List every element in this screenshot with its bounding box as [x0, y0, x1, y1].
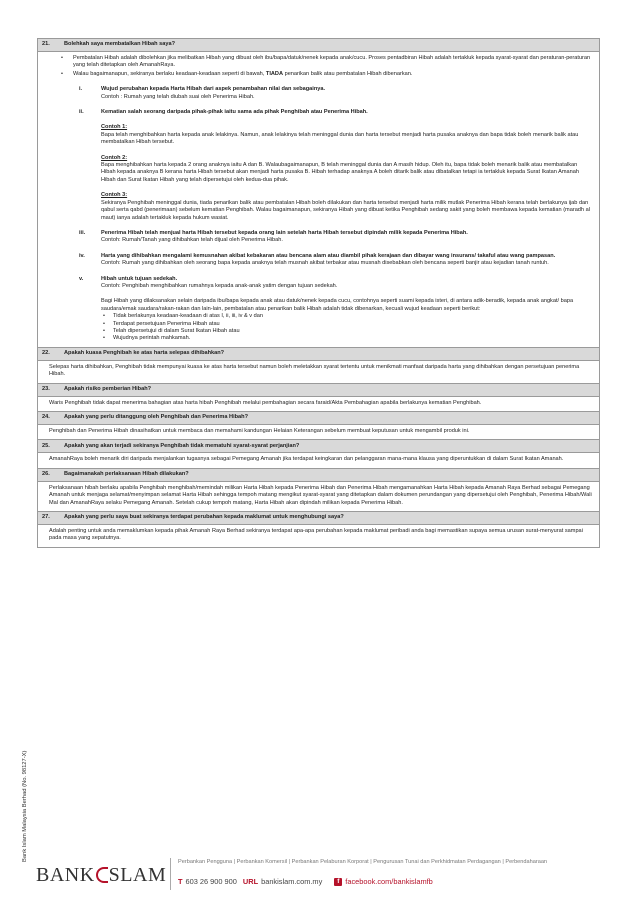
phone-label: T [178, 877, 183, 886]
sub-condition [49, 253, 593, 268]
answer-cell: Penghibah dan Penerima Hibah dinasihatkan untuk membaca dan memahami kandungan Helaian Keterangan sebelum membuat keputusan untuk mengambil produk ini. [38, 425, 599, 440]
sub-number: iv. [79, 252, 85, 259]
question-number: 25. [42, 442, 50, 449]
sub-title: Kematian salah seorang daripada pihak-pihak iaitu sama ada pihak Penghibah atau Penerima Hibah. [101, 109, 368, 116]
bullet-text: Walau bagaimanapun, sekiranya berlaku keadaan-keadaan seperti di bawah, [73, 70, 265, 77]
sub-body: Contoh : Rumah yang telah diubah suai oleh Penerima Hibah. [101, 93, 255, 100]
question-header [38, 348, 599, 361]
question-header [38, 512, 599, 525]
bullet-emphasis: TIADA [265, 70, 284, 77]
question-title: Apakah yang perlu ditanggung oleh Penghibah dan Penerima Hibah? [64, 414, 248, 421]
logo-crescent-icon [96, 867, 108, 883]
question-header [38, 384, 599, 397]
question-title: Apakah risiko pemberian Hibah? [64, 385, 152, 392]
sub-condition [49, 86, 593, 101]
bullet-dot-icon: • [61, 70, 63, 77]
example-block [101, 155, 593, 185]
sub-number: v. [79, 275, 84, 282]
question-title: Apakah yang perlu saya buat sekiranya terdapat perubahan kepada maklumat untuk menghubungi saya? [64, 514, 344, 521]
condition-text: Terdapat persetujuan Penerima Hibah atau [113, 320, 220, 327]
answer-cell: Waris Penghibah tidak dapat menerima bahagian atas harta hibah Penghibah melalui pembahagian secara faraid/Akta Pembahagian apabila berlakunya kematian Penghibah. [38, 397, 599, 412]
sub-condition [49, 109, 593, 222]
question-header [38, 412, 599, 425]
question-title: Bagaimanakah perlaksanaan Hibah dilakukan? [64, 471, 189, 478]
url-label: URL [242, 877, 259, 886]
sub-number: i. [79, 86, 83, 93]
bullet-dot-icon: • [61, 55, 63, 61]
company-registration-text: Bank Islam Malaysia Berhad (No. 98127-X) [22, 750, 28, 862]
website-link[interactable]: bankislam.com.my [261, 877, 323, 886]
facebook-icon: f [334, 878, 342, 886]
note-paragraph: Bagi Hibah yang dilaksanakan selain daripada ibu/bapa kepada anak atau datuk/nenek kepada cucu, contohnya seperti suami kepada isteri, di antara adik-beradik, kepada anak angkat/ bapa saudara/emak saudara/rakan-rakan dan lain-lain, pembatalan atau penarikan balik Hibah adalah tidak dibenarkan, kecuali wujud keadaan seperti berikut: [101, 298, 574, 312]
question-header [38, 39, 599, 52]
sub-title: Penerima Hibah telah menjual harta Hibah tersebut kepada orang lain setelah harta Hibah tersebut dipindah milik kepada Penerima Hibah. [101, 229, 468, 236]
example-title: Contoh 1: [101, 124, 128, 131]
condition-text: Telah dipersetujui di dalam Surat Ikatan Hibah atau [113, 327, 240, 334]
question-number: 23. [42, 385, 50, 392]
question-title: Bolehkah saya membatalkan Hibah saya? [64, 41, 175, 48]
question-title: Apakah yang akan terjadi sekiranya Penghibah tidak mematuhi syarat-syarat perjanjian? [64, 442, 300, 449]
question-number: 21. [42, 41, 50, 48]
condition-text: Wujudnya perintah mahkamah. [113, 335, 191, 342]
condition-item [101, 328, 593, 335]
example-body: Bapa menghibahkan harta kepada 2 orang anaknya iaitu A dan B. Walaubagaimanapun, B telah meninggal dunia dan A masih hidup. Oleh itu, bapa tidak boleh menarik balik atau membatalkan Hibah kepada anaknya B kerana harta Hibah tersebut akan menjadi harta pusaka B. Hibah terhadap anaknya A boleh ditarik balik atau dibatalkan tetapi ia tertakluk kepada Surat Ikatan Amanah Hibah dan Surat Ikatan Hibah yang telah dipersetujui oleh kedua-dua pihak. [101, 162, 579, 183]
logo-text-left: BANK [36, 864, 95, 886]
answer-cell: Perlaksanaan hibah berlaku apabila Penghibah menghibah/memindah milikan Harta Hibah kepada Penerima Hibah dan Penerima Hibah mengamanahkan Harta Hibah kepada Amanah Raya Berhad sebagai Pemegang Amanah untuk menjaga selamat/menyimpan selamat Harta Hibah sehingga tempoh matang mengikut syarat-syarat yang ditetapkan dalam dokumen perundangan yang dipersetujui oleh Penghibah, Penerima Hibah/Wali Mal dan AmanahRaya selaku Pemegang Amanah. Setelah cukup tempoh matang, Harta Hibah akan dipindah milikan kepada Penerima Hibah. [38, 482, 599, 512]
example-body: Sekiranya Penghibah meninggal dunia, tiada penarikan balik atau pembatalan Hibah boleh dilakukan dan harta tersebut menjadi harta milik mutlak Penerima Hibah kerana telah berlakunya ijab dan qabul serta qabd (penerimaan) sebelum kematian Penghibah. Walau bagaimanapun, sekiranya Hibah yang dibuat ketika Penghibah sedang sakit yang boleh membawa kepada kematian (maradh al maut) ianya adalah tertakluk kepada hukum wasiat. [101, 199, 590, 221]
question-number: 26. [42, 471, 50, 478]
facebook-link[interactable]: facebook.com/bankislamfb [345, 877, 433, 886]
example-title: Contoh 2: [101, 154, 128, 161]
bank-islam-logo [36, 864, 166, 887]
condition-item [101, 335, 593, 342]
condition-text: Tidak berlakunya keadaan-keadaan di atas I, ii, iii, iv & v dan [113, 313, 263, 320]
phone-number[interactable]: 603 26 900 900 [185, 877, 237, 886]
question-header [38, 440, 599, 453]
answer-cell [38, 52, 599, 348]
sub-body: Contoh: Penghibah menghibahkan rumahnya kepada anak-anak yatim dengan tujuan sedekah. [101, 282, 338, 289]
question-number: 24. [42, 414, 50, 421]
contact-line [178, 877, 433, 886]
bullet-item [49, 55, 593, 70]
bullet-text-tail: penarikan balik atau pembatalan Hibah dibenarkan. [284, 70, 413, 77]
question-title: Apakah kuasa Penghibah ke atas harta selepas dihibahkan? [64, 350, 225, 357]
condition-item [101, 321, 593, 328]
question-header [38, 469, 599, 482]
question-number: 27. [42, 514, 50, 521]
sub-body: Contoh: Rumah/Tanah yang dihibahkan telah dijual oleh Penerima Hibah. [101, 237, 283, 244]
example-block [101, 192, 593, 222]
bullet-dot-icon: • [103, 327, 105, 334]
services-list: Perbankan Pengguna | Perbankan Komersil | Perbankan Pelaburan Korporat | Pengurusan Tunai dan Perkhidmatan Perdagangan | Perbendaharaan [178, 859, 548, 865]
example-body: Bapa telah menghibahkan harta kepada anak lelakinya. Namun, anak lelakinya telah meninggal dunia dan harta tersebut menjadi harta pusaka anaknya dan bapa tidak boleh menarik balik atau membatalkan Hibah tersebut. [101, 131, 579, 146]
faq-table [37, 38, 600, 548]
sub-condition [49, 230, 593, 245]
logo-text-right: SLAM [108, 864, 167, 886]
answer-cell: AmanahRaya boleh menarik diri daripada menjalankan tugasnya sebagai Pemegang Amanah jika terdapat keingkaran dan pelanggaran mana-mana klausa yang diperuntukkan di dalam Surat Ikatan Amanah. [38, 453, 599, 468]
page-footer [0, 850, 638, 903]
question-number: 22. [42, 350, 50, 357]
bullet-dot-icon: • [103, 335, 105, 342]
example-block [101, 124, 593, 146]
example-title: Contoh 3: [101, 192, 128, 199]
condition-item [101, 313, 593, 320]
answer-cell: Selepas harta dihibahkan, Penghibah tidak mempunyai kuasa ke atas harta tersebut namun boleh meletakkan syarat tertentu untuk menikmati manfaat daripada harta yang dihibahkan dengan persetujuan penerima Hibah. [38, 361, 599, 384]
sub-title: Wujud perubahan kepada Harta Hibah dari aspek penambahan nilai dan sebagainya. [101, 86, 326, 93]
bullet-dot-icon: • [103, 320, 105, 327]
sub-title: Harta yang dihibahkan mengalami kemusnahan akibat kebakaran atau bencana alam atau diambil pihak kerajaan dan dibayar wang insurans/ takaful atau wang pampasan. [101, 252, 556, 259]
sub-number: iii. [79, 229, 86, 236]
bullet-text: Pembatalan Hibah adalah dibolehkan jika melibatkan Hibah yang dibuat oleh ibu/bapa/datuk/nenek kepada anak/cucu. Proses pentadbiran Hibah adalah tertakluk kepada syarat-syarat dan peraturan-peraturan yang telah ditetapkan oleh AmanahRaya. [73, 55, 591, 69]
bullet-dot-icon: • [103, 313, 105, 320]
bullet-item [49, 71, 593, 78]
sub-number: ii. [79, 109, 84, 116]
footer-divider [170, 858, 171, 890]
sub-title: Hibah untuk tujuan sedekah. [101, 275, 178, 282]
sub-condition [49, 276, 593, 343]
answer-cell: Adalah penting untuk anda memaklumkan kepada pihak Amanah Raya Berhad sekiranya terdapat apa-apa perubahan kepada maklumat peribadi anda bagi memastikan supaya semua urusan surat-menyurat sampai pada masa yang sepatutnya. [49, 528, 583, 542]
sub-body: Contoh: Rumah yang dihibahkan oleh seorang bapa kepada anaknya telah musnah akibat terbakar atau musnah disebabkan oleh bencana seperti banjir atau kejadian tanah runtuh. [101, 260, 549, 267]
